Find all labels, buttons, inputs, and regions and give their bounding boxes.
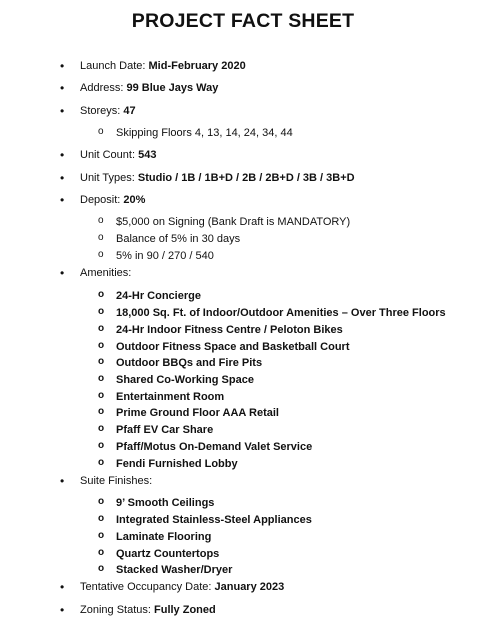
amenity-item: o Pfaff/Motus On-Demand Valet Service: [116, 440, 312, 454]
deposit-value: 20%: [123, 194, 146, 206]
address-item: [80, 81, 218, 95]
launch-date-label: Launch Date:: [80, 60, 149, 72]
address-value: 99 Blue Jays Way: [126, 82, 219, 94]
address-label: Address:: [80, 82, 127, 94]
amenity-item: o Entertainment Room: [116, 390, 224, 404]
deposit-sub-item: o Balance of 5% in 30 days: [116, 232, 240, 246]
page-title: PROJECT FACT SHEET: [131, 10, 355, 32]
storeys-sub-item: o Skipping Floors 4, 13, 14, 24, 34, 44: [116, 126, 293, 140]
occupancy-label: Tentative Occupancy Date:: [80, 581, 215, 593]
storeys-item: [80, 104, 136, 118]
finish-item: o Laminate Flooring: [116, 530, 211, 544]
finish-item: o Integrated Stainless-Steel Appliances: [116, 513, 312, 527]
amenity-item: o 18,000 Sq. Ft. of Indoor/Outdoor Amenities – Over Three Floors: [116, 306, 446, 320]
launch-date-item: [80, 59, 246, 73]
amenity-item: o 24-Hr Indoor Fitness Centre / Peloton Bikes: [116, 323, 343, 337]
unit-count-label: Unit Count:: [80, 149, 139, 161]
zoning-value: Fully Zoned: [154, 604, 216, 616]
amenity-item: o 24-Hr Concierge: [116, 289, 201, 303]
amenity-item: o Shared Co-Working Space: [116, 373, 254, 387]
suite-finishes-heading: • Suite Finishes:: [80, 474, 152, 488]
zoning-label: Zoning Status:: [80, 604, 154, 616]
zoning-item: [80, 603, 216, 617]
storeys-label: Storeys:: [80, 105, 124, 117]
deposit-sub-item: o $5,000 on Signing (Bank Draft is MANDATORY): [116, 215, 350, 229]
storeys-value: 47: [123, 105, 136, 117]
occupancy-item: [80, 580, 284, 594]
amenity-item: o Outdoor Fitness Space and Basketball Court: [116, 340, 350, 354]
amenity-item: o Prime Ground Floor AAA Retail: [116, 406, 279, 420]
amenity-item: o Pfaff EV Car Share: [116, 423, 213, 437]
unit-count-value: 543: [138, 149, 157, 161]
finish-item: o Stacked Washer/Dryer: [116, 563, 232, 577]
deposit-label: Deposit:: [80, 194, 124, 206]
finish-item: o 9’ Smooth Ceilings: [116, 496, 214, 510]
deposit-sub-item: o 5% in 90 / 270 / 540: [116, 249, 214, 263]
deposit-item: [80, 193, 145, 207]
amenity-item: o Fendi Furnished Lobby: [116, 457, 238, 471]
launch-date-value: Mid-February 2020: [148, 60, 246, 72]
unit-types-item: [80, 171, 355, 185]
unit-types-label: Unit Types:: [80, 172, 138, 184]
finish-item: o Quartz Countertops: [116, 547, 219, 561]
unit-count-item: [80, 148, 156, 162]
occupancy-value: January 2023: [214, 581, 285, 593]
amenities-heading: • Amenities:: [80, 266, 131, 280]
amenity-item: o Outdoor BBQs and Fire Pits: [116, 356, 262, 370]
unit-types-value: Studio / 1B / 1B+D / 2B / 2B+D / 3B / 3B+D: [137, 172, 355, 184]
